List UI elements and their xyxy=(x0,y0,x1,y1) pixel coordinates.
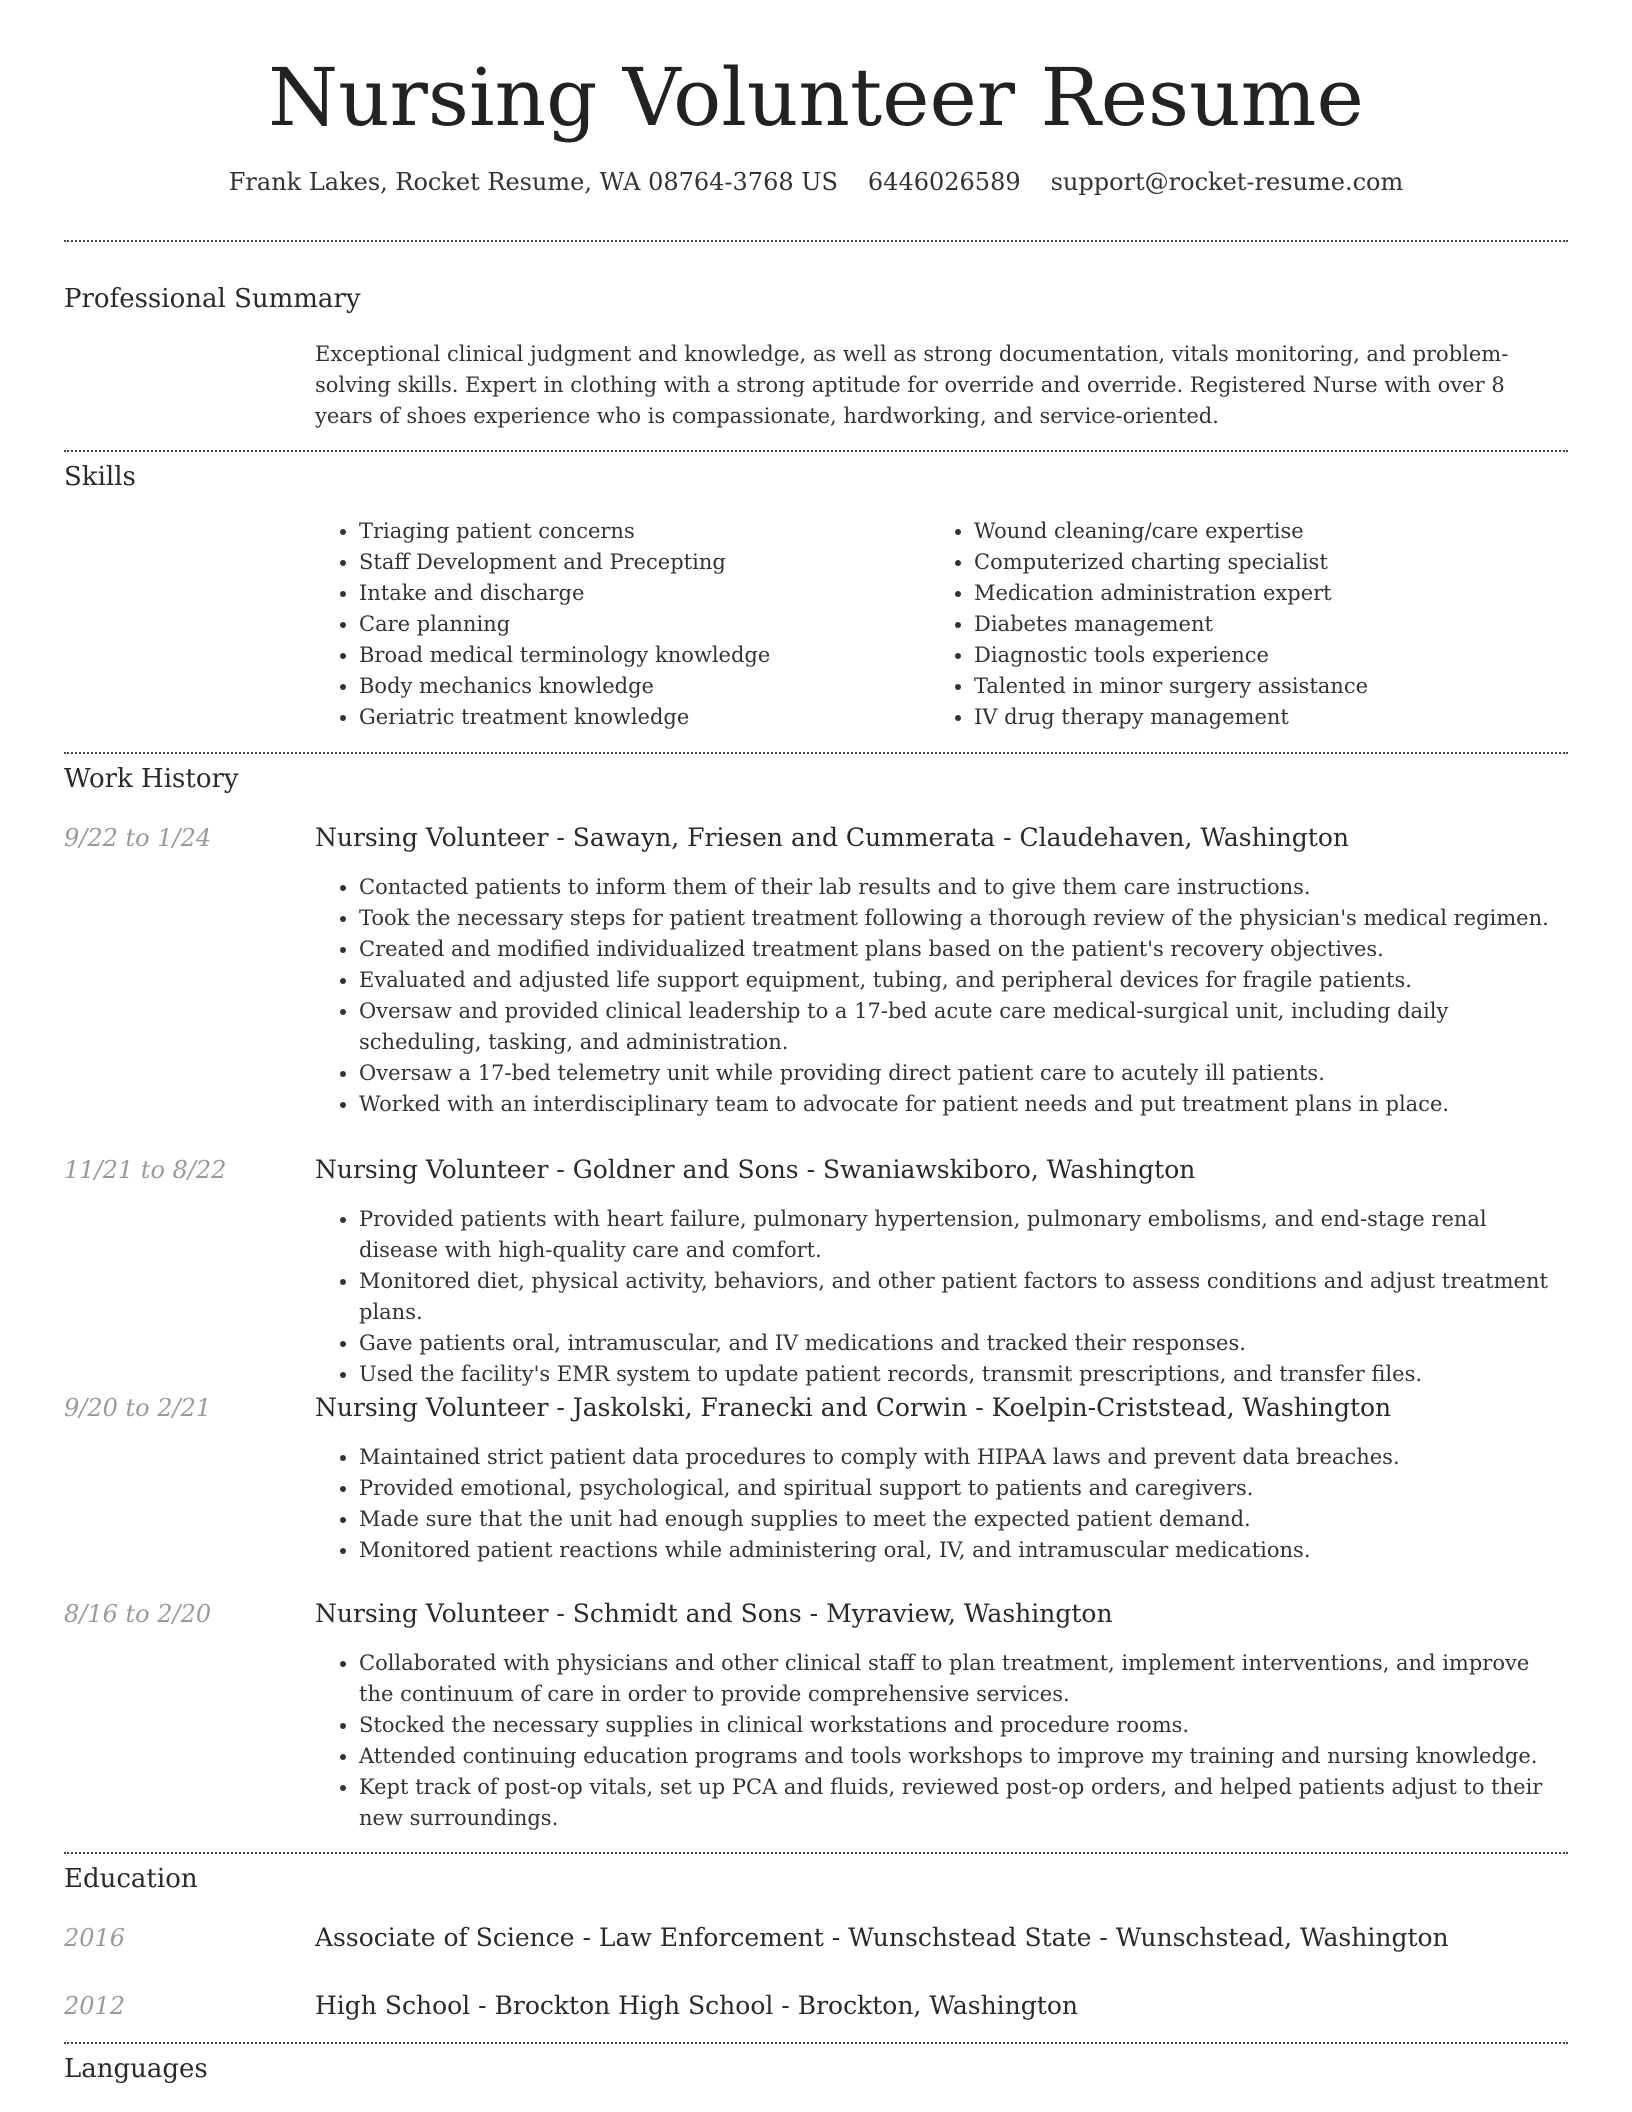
contact-email: support@rocket-resume.com xyxy=(1050,168,1404,196)
job-bullet: • Oversaw a 17-bed telemetry unit while providing direct patient care to acutely ill patients. xyxy=(359,1058,1565,1089)
skill-item: • Talented in minor surgery assistance xyxy=(974,671,1530,702)
education-title: Associate of Science - Law Enforcement - Wunschstead State - Wunschstead, Washington xyxy=(315,1923,1449,1952)
skill-item: • Geriatric treatment knowledge xyxy=(359,702,915,733)
languages-heading: Languages xyxy=(64,2054,208,2084)
divider xyxy=(64,450,1568,452)
divider xyxy=(64,240,1568,242)
job-bullet: • Oversaw and provided clinical leadership to a 17-bed acute care medical-surgical unit, including daily scheduling, tasking, and administration. xyxy=(359,996,1565,1058)
job-bullet: • Created and modified individualized treatment plans based on the patient's recovery objectives. xyxy=(359,934,1565,965)
skill-item: • Broad medical terminology knowledge xyxy=(359,640,915,671)
skills-list-right xyxy=(930,516,1530,733)
job-title: Nursing Volunteer - Jaskolski, Franecki and Corwin - Koelpin-Criststead, Washington xyxy=(315,1393,1392,1422)
job-bullet: • Gave patients oral, intramuscular, and IV medications and tracked their responses. xyxy=(359,1328,1565,1359)
job-duties xyxy=(315,1442,1565,1566)
job-bullet: • Maintained strict patient data procedures to comply with HIPAA laws and prevent data breaches. xyxy=(359,1442,1565,1473)
job-bullet: • Stocked the necessary supplies in clinical workstations and procedure rooms. xyxy=(359,1710,1565,1741)
job-title: Nursing Volunteer - Goldner and Sons - Swaniawskiboro, Washington xyxy=(315,1155,1196,1184)
skill-item: • Computerized charting specialist xyxy=(974,547,1530,578)
job-duties xyxy=(315,1204,1565,1390)
work-heading: Work History xyxy=(64,764,239,794)
resume-header xyxy=(0,0,1632,196)
skill-item: • Intake and discharge xyxy=(359,578,915,609)
summary-text: Exceptional clinical judgment and knowledge, as well as strong documentation, vitals monitoring, and problem-solving skills. Expert in clothing with a strong aptitude for override and override. Registered Nurse with over 8 years of shoes experience who is compassionate, hardworking, and service-oriented. xyxy=(315,342,1509,428)
job-date: 8/16 to 2/20 xyxy=(64,1600,212,1628)
job-date: 9/20 to 2/21 xyxy=(64,1394,212,1422)
skill-item: • IV drug therapy management xyxy=(974,702,1530,733)
page-title: Nursing Volunteer Resume xyxy=(268,51,1364,144)
job-bullet: • Took the necessary steps for patient treatment following a thorough review of the physician's medical regimen. xyxy=(359,903,1565,934)
job-bullet: • Provided emotional, psychological, and spiritual support to patients and caregivers. xyxy=(359,1473,1565,1504)
divider xyxy=(64,752,1568,754)
contact-line xyxy=(0,168,1632,196)
job-bullet: • Used the facility's EMR system to update patient records, transmit prescriptions, and transfer files. xyxy=(359,1359,1565,1390)
job-bullet: • Attended continuing education programs and tools workshops to improve my training and nursing knowledge. xyxy=(359,1741,1565,1772)
skill-item: • Staff Development and Precepting xyxy=(359,547,915,578)
job-bullet: • Made sure that the unit had enough supplies to meet the expected patient demand. xyxy=(359,1504,1565,1535)
skill-item: • Wound cleaning/care expertise xyxy=(974,516,1530,547)
job-date: 9/22 to 1/24 xyxy=(64,824,212,852)
job-title: Nursing Volunteer - Schmidt and Sons - Myraview, Washington xyxy=(315,1599,1113,1628)
divider xyxy=(64,1852,1568,1854)
skill-item: • Body mechanics knowledge xyxy=(359,671,915,702)
divider xyxy=(64,2042,1568,2044)
skill-item: • Care planning xyxy=(359,609,915,640)
job-date: 11/21 to 8/22 xyxy=(64,1156,227,1184)
job-bullet: • Monitored patient reactions while administering oral, IV, and intramuscular medications. xyxy=(359,1535,1565,1566)
skill-item: • Triaging patient concerns xyxy=(359,516,915,547)
job-bullet: • Kept track of post-op vitals, set up PCA and fluids, reviewed post-op orders, and helped patients adjust to their new surroundings. xyxy=(359,1772,1565,1834)
job-bullet: • Contacted patients to inform them of their lab results and to give them care instructions. xyxy=(359,872,1565,903)
skills-heading: Skills xyxy=(64,462,136,492)
job-bullet: • Collaborated with physicians and other clinical staff to plan treatment, implement interventions, and improve the continuum of care in order to provide comprehensive services. xyxy=(359,1648,1565,1710)
skill-item: • Medication administration expert xyxy=(974,578,1530,609)
job-duties xyxy=(315,872,1565,1120)
contact-address: Frank Lakes, Rocket Resume, WA 08764-3768 US xyxy=(228,168,838,196)
education-heading: Education xyxy=(64,1864,198,1894)
education-date: 2012 xyxy=(64,1992,126,2020)
summary-heading: Professional Summary xyxy=(64,284,361,314)
education-date: 2016 xyxy=(64,1924,126,1952)
job-duties xyxy=(315,1648,1565,1834)
skill-item: • Diabetes management xyxy=(974,609,1530,640)
skill-item: • Diagnostic tools experience xyxy=(974,640,1530,671)
job-bullet: • Evaluated and adjusted life support equipment, tubing, and peripheral devices for fragile patients. xyxy=(359,965,1565,996)
skills-list-left xyxy=(315,516,915,733)
contact-phone: 6446026589 xyxy=(867,168,1021,196)
job-bullet: • Monitored diet, physical activity, behaviors, and other patient factors to assess conditions and adjust treatment plans. xyxy=(359,1266,1565,1328)
education-title: High School - Brockton High School - Brockton, Washington xyxy=(315,1991,1078,2020)
job-bullet: • Provided patients with heart failure, pulmonary hypertension, pulmonary embolisms, and end-stage renal disease with high-quality care and comfort. xyxy=(359,1204,1565,1266)
job-title: Nursing Volunteer - Sawayn, Friesen and Cummerata - Claudehaven, Washington xyxy=(315,823,1349,852)
job-bullet: • Worked with an interdisciplinary team to advocate for patient needs and put treatment plans in place. xyxy=(359,1089,1565,1120)
